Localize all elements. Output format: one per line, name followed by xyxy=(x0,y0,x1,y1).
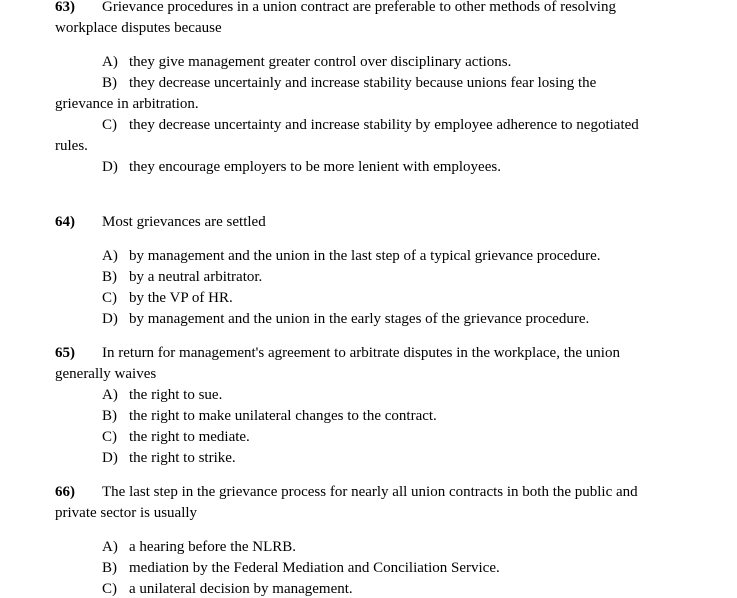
question-64-stem xyxy=(55,213,266,231)
question-text: The last step in the grievance process for nearly all union contracts in both the public and xyxy=(102,484,638,500)
option-text: mediation by the Federal Mediation and Conciliation Service. xyxy=(129,560,500,576)
option-letter: A) xyxy=(102,54,118,70)
option-text: by a neutral arbitrator. xyxy=(129,269,263,285)
option-text: they decrease uncertainly and increase stability because unions fear losing the xyxy=(129,75,597,91)
question-63-stem xyxy=(55,0,616,16)
question-66-stem xyxy=(55,483,638,501)
question-text: Most grievances are settled xyxy=(102,214,266,230)
option-text: by the VP of HR. xyxy=(129,290,233,306)
question-65-stem-cont: generally waives xyxy=(55,366,157,382)
option-letter: B) xyxy=(102,75,117,91)
question-63-option-b-cont: grievance in arbitration. xyxy=(55,96,199,112)
option-text: a unilateral decision by management. xyxy=(129,581,353,597)
question-64-option-b xyxy=(102,268,262,286)
question-63-option-c-cont: rules. xyxy=(55,138,88,154)
option-text: the right to strike. xyxy=(129,450,236,466)
option-text: by management and the union in the last step of a typical grievance procedure. xyxy=(129,248,601,264)
question-66-option-c xyxy=(102,580,353,598)
option-letter: C) xyxy=(102,290,117,306)
question-63-option-a xyxy=(102,53,511,71)
question-66-stem-cont: private sector is usually xyxy=(55,505,198,521)
question-65-option-a xyxy=(102,386,222,404)
question-text: Grievance procedures in a union contract are preferable to other methods of resolving xyxy=(102,0,616,15)
question-64-option-a xyxy=(102,247,601,265)
option-letter: C) xyxy=(102,581,117,597)
option-text: by management and the union in the early stages of the grievance procedure. xyxy=(129,311,590,327)
option-letter: D) xyxy=(102,311,118,327)
option-text: the right to mediate. xyxy=(129,429,250,445)
option-letter: B) xyxy=(102,269,117,285)
question-65-stem xyxy=(55,344,620,362)
option-text: they decrease uncertainty and increase stability by employee adherence to negotiated xyxy=(129,117,639,133)
question-number: 64) xyxy=(55,214,75,230)
option-letter: B) xyxy=(102,560,117,576)
question-65-option-d xyxy=(102,449,236,467)
question-64-option-c xyxy=(102,289,233,307)
option-text: they encourage employers to be more lenient with employees. xyxy=(129,159,501,175)
option-letter: B) xyxy=(102,408,117,424)
option-letter: A) xyxy=(102,387,118,403)
option-letter: C) xyxy=(102,429,117,445)
option-text: the right to sue. xyxy=(129,387,223,403)
question-number: 63) xyxy=(55,0,75,15)
question-63-stem-cont: workplace disputes because xyxy=(55,20,222,36)
question-66-option-a xyxy=(102,538,296,556)
option-text: the right to make unilateral changes to the contract. xyxy=(129,408,437,424)
option-letter: D) xyxy=(102,159,118,175)
question-65-option-b xyxy=(102,407,437,425)
question-65-option-c xyxy=(102,428,250,446)
option-text: they give management greater control over disciplinary actions. xyxy=(129,54,512,70)
question-66-option-b xyxy=(102,559,500,577)
option-letter: A) xyxy=(102,539,118,555)
question-number: 66) xyxy=(55,484,75,500)
option-letter: A) xyxy=(102,248,118,264)
question-63-option-c xyxy=(102,116,639,134)
question-number: 65) xyxy=(55,345,75,361)
option-letter: D) xyxy=(102,450,118,466)
option-text: a hearing before the NLRB. xyxy=(129,539,297,555)
option-letter: C) xyxy=(102,117,117,133)
question-text: In return for management's agreement to arbitrate disputes in the workplace, the union xyxy=(102,345,620,361)
question-63-option-b xyxy=(102,74,596,92)
question-64-option-d xyxy=(102,310,589,328)
question-63-option-d xyxy=(102,158,501,176)
